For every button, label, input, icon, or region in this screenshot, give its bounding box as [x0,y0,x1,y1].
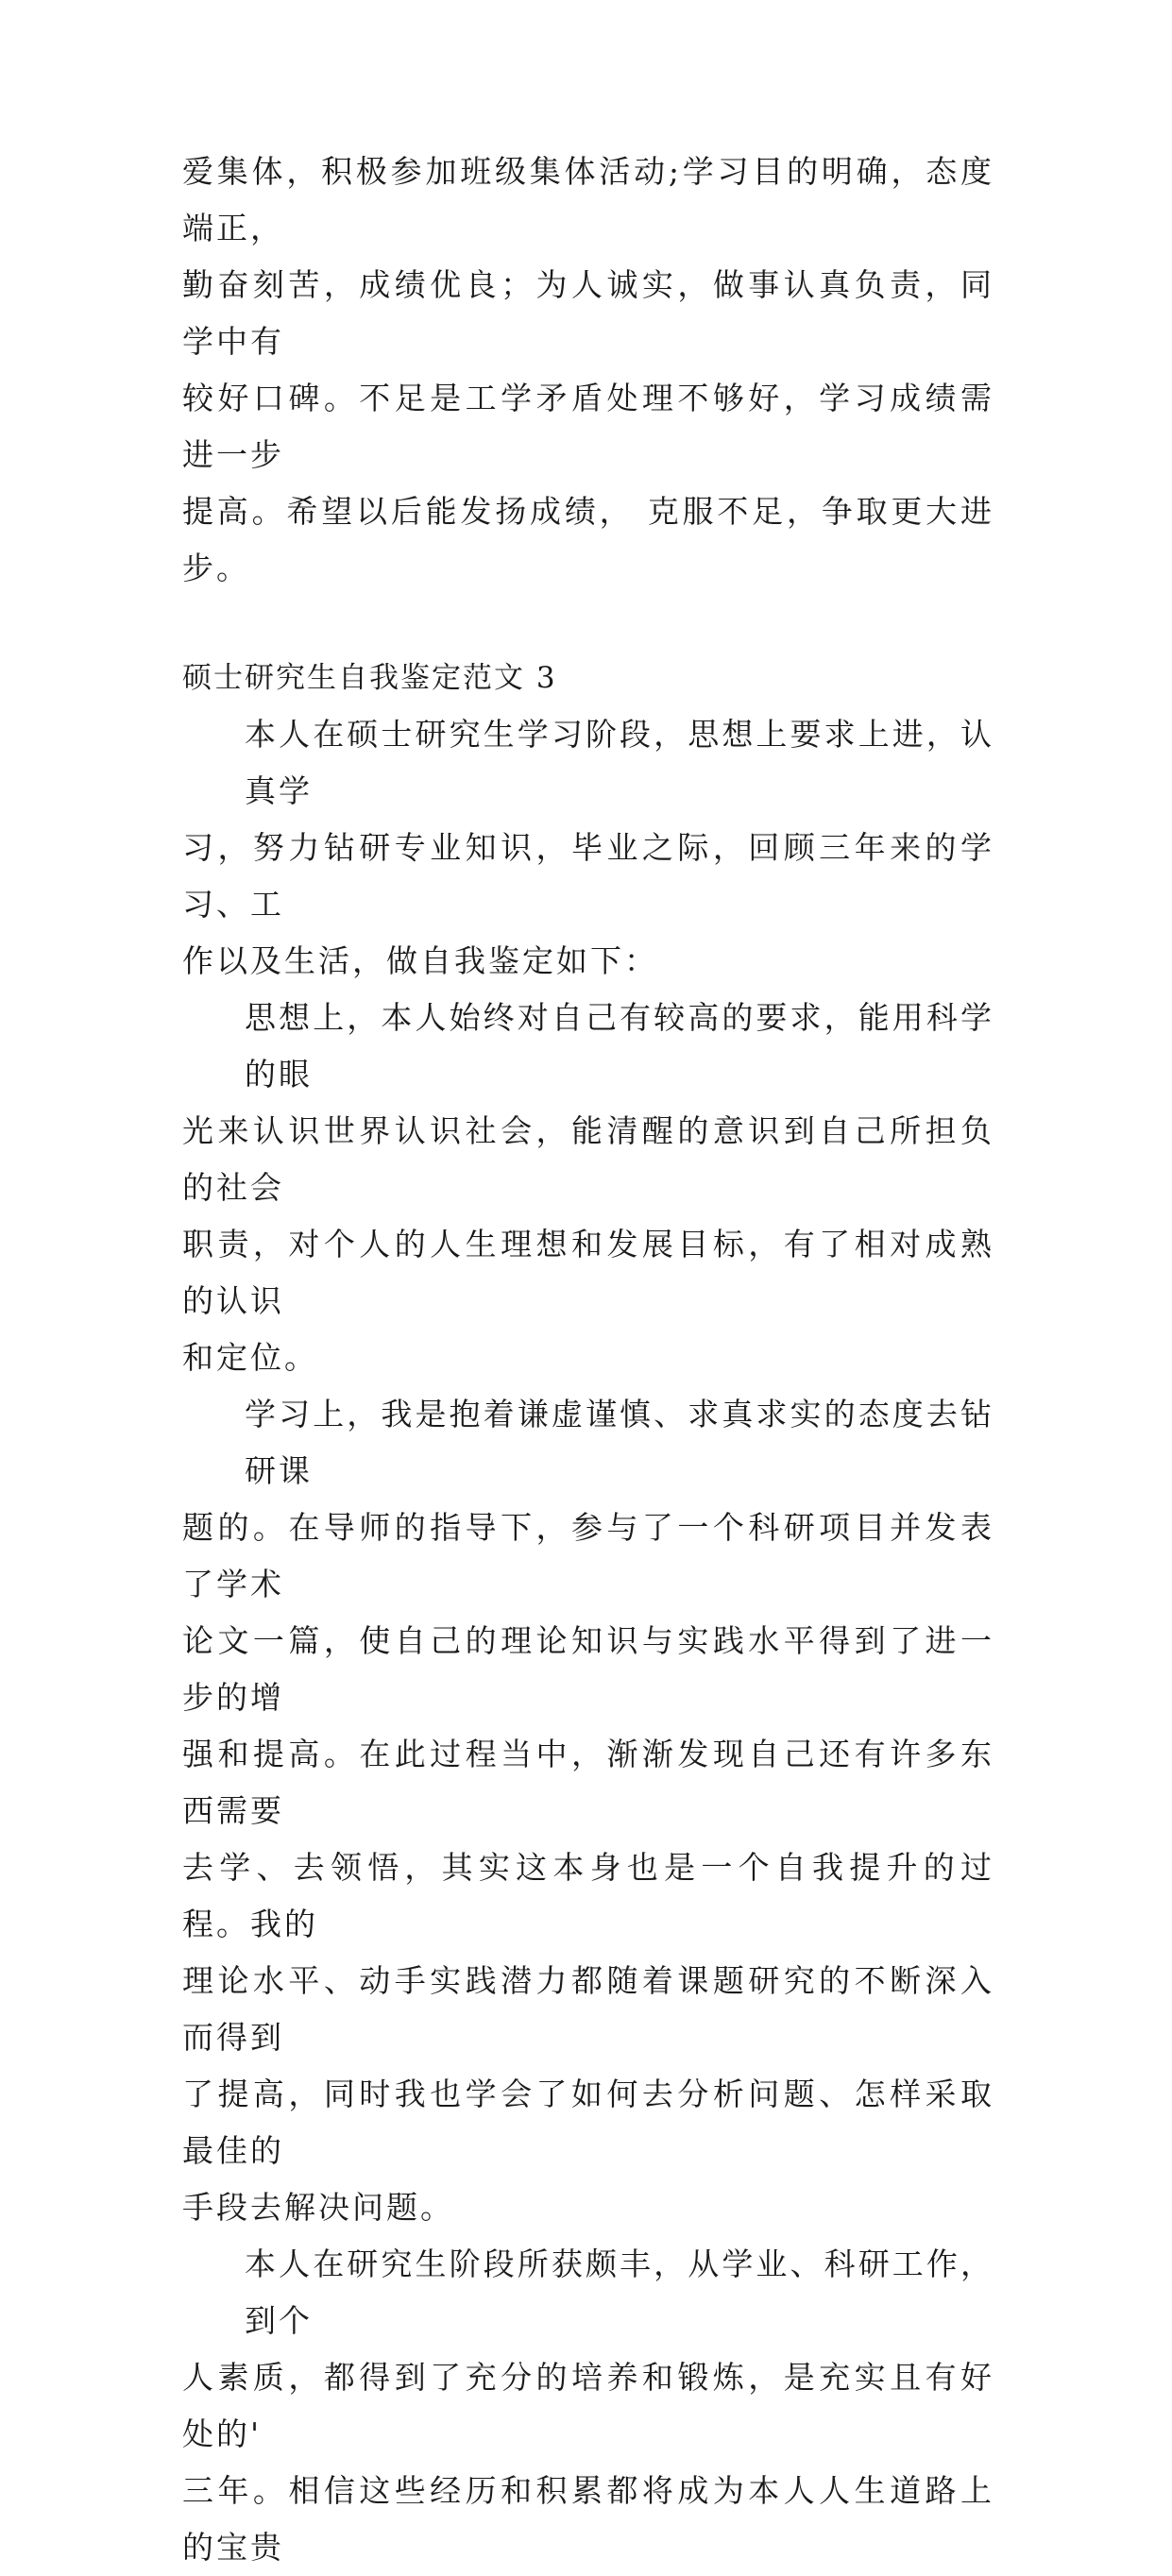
text-line: 手段去解决问题。 [182,2189,454,2226]
text-line: 强和提高。在此过程当中，渐渐发现自己还有许多东西需要 [182,1736,994,1829]
text-line: 本人在硕士研究生学习阶段，思想上要求上进，认真学 [245,716,994,809]
text-line: 作以及生活，做自我鉴定如下： [182,942,658,979]
text-line: 和定位。 [182,1339,318,1376]
intro-paragraph [182,144,994,597]
text-line: 去学、去领悟，其实这本身也是一个自我提升的过程。我的 [182,1849,994,1942]
text-line: 提高。希望以后能发扬成绩， 克服不足，争取更大进步。 [182,493,994,586]
document-body [182,144,994,2576]
text-line: 人素质，都得到了充分的培养和锻炼，是充实且有好处的' [182,2359,994,2452]
text-line: 论文一篇，使自己的理论知识与实践水平得到了进一步的增 [182,1622,994,1716]
paragraph-summary [182,2236,994,2576]
text-line: 光来认识世界认识社会，能清醒的意识到自己所担负的社会 [182,1112,994,1206]
text-line: 爱集体，积极参加班级集体活动;学习目的明确，态度端正， [182,153,994,246]
text-line: 学习上，我是抱着谦虚谨慎、求真求实的态度去钻研课 [245,1396,994,1489]
text-line: 了提高，同时我也学会了如何去分析问题、怎样采取最佳的 [182,2076,994,2169]
paragraph-intro-statement [182,706,994,990]
text-line: 职责，对个人的人生理想和发展目标，有了相对成熟的认识 [182,1226,994,1319]
section-title: 硕士研究生自我鉴定范文 3 [182,661,557,695]
text-line: 较好口碑。不足是工学矛盾处理不够好，学习成绩需进一步 [182,380,994,473]
text-line: 本人在研究生阶段所获颇丰，从学业、科研工作，到个 [245,2246,994,2339]
text-line: 理论水平、动手实践潜力都随着课题研究的不断深入而得到 [182,1962,994,2056]
text-line: 勤奋刻苦，成绩优良；为人诚实，做事认真负责，同学中有 [182,266,994,360]
paragraph-study [182,1386,994,2236]
text-line: 题的。在导师的指导下，参与了一个科研项目并发表了学术 [182,1509,994,1602]
text-line: 思想上，本人始终对自己有较高的要求，能用科学的眼 [245,999,994,1093]
text-line: 三年。相信这些经历和积累都将成为本人人生道路上的宝贵 [182,2472,994,2566]
paragraph-ideology [182,990,994,1386]
text-line: 习，努力钻研专业知识，毕业之际，回顾三年来的学习、工 [182,829,994,923]
